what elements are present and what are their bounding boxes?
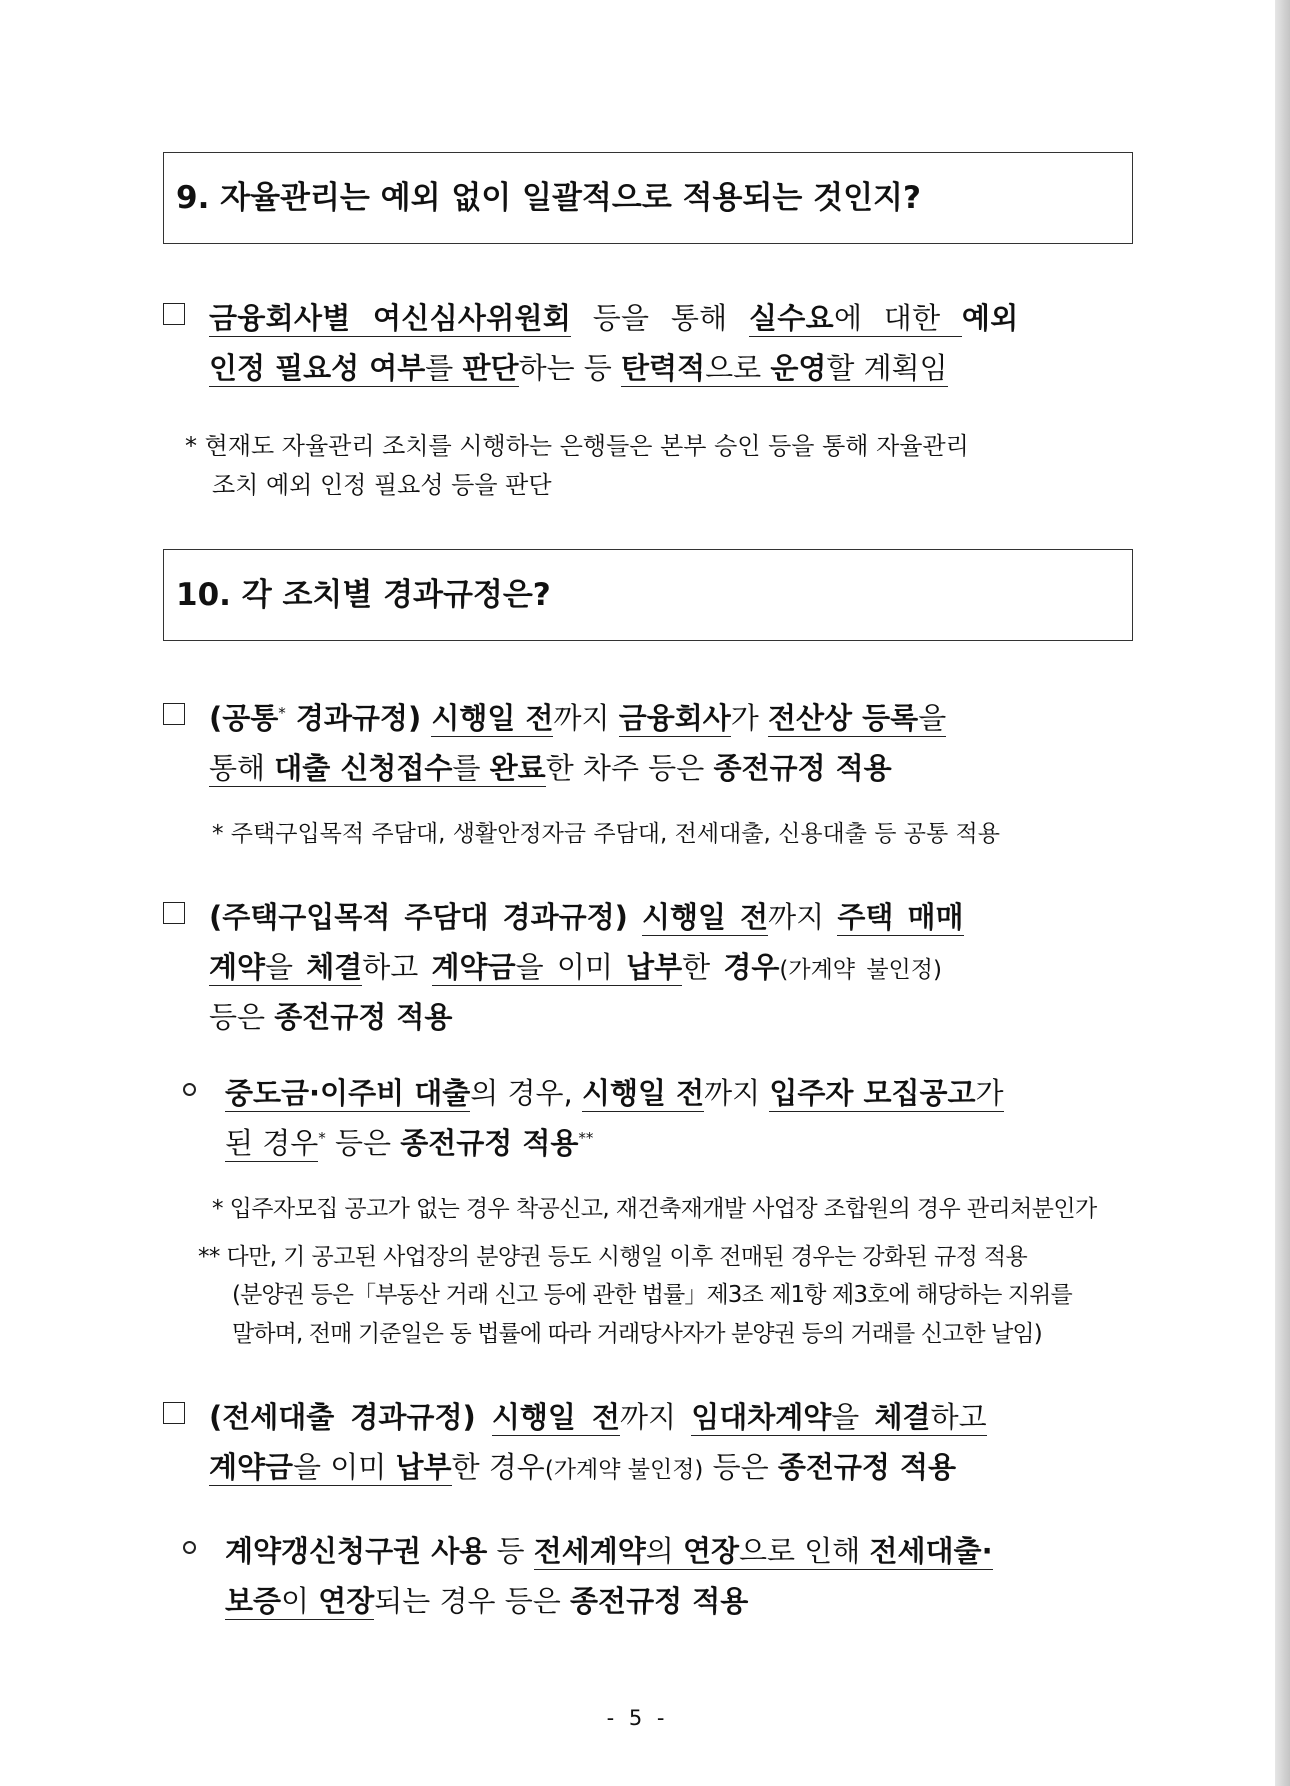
text-segment: 으로 인해	[739, 1534, 870, 1568]
bullet-circle-icon	[183, 1083, 196, 1096]
text-segment: 판단	[462, 351, 519, 385]
q10-housing-line-2	[209, 945, 942, 986]
q10-jeonse-line-2	[209, 1445, 956, 1486]
text-segment: 까지	[553, 701, 619, 735]
text-segment: 전세계약	[533, 1534, 646, 1568]
bullet-circle-icon	[183, 1541, 196, 1554]
text-segment: 금융회사	[618, 701, 731, 735]
text-segment: 에 대한	[833, 301, 962, 335]
text-segment: 계약	[209, 950, 266, 984]
page-number: - 5 -	[606, 1706, 669, 1730]
q10-midpay-note-2-line-2: (분양권 등은「부동산 거래 신고 등에 관한 법률」제3조 제1항 제3호에 해당하는 지위를	[232, 1282, 1072, 1308]
text-segment: 전산상 등록	[768, 701, 919, 735]
text-segment: 계약금	[431, 950, 516, 984]
text-segment: 등	[487, 1534, 534, 1568]
text-segment: 예외	[961, 301, 1019, 335]
footnote-marker: **	[578, 1129, 594, 1147]
text-segment: 한 경우	[451, 1450, 545, 1484]
text-segment: (가계약 불인정)	[544, 1457, 704, 1483]
text-segment: 종전규정 적용	[274, 1000, 453, 1034]
text-segment: 보증	[225, 1584, 282, 1618]
text-segment: 을	[265, 950, 307, 984]
text-segment: 종전규정 적용	[570, 1584, 749, 1618]
q10-midpay-note-2-line-1: ** 다만, 기 공고된 사업장의 분양권 등도 시행일 이후 전매된 경우는 강화된 규정 적용	[198, 1244, 1028, 1270]
text-segment: 를	[452, 751, 490, 785]
question-9-title: 9. 자율관리는 예외 없이 일괄적으로 적용되는 것인지?	[176, 180, 921, 216]
text-segment: 으로	[705, 351, 771, 385]
text-segment: 을	[831, 1400, 875, 1434]
q9-note-line-1: * 현재도 자율관리 조치를 시행하는 은행들은 본부 승인 등을 통해 자율관리	[185, 432, 969, 460]
text-segment: 체결	[874, 1400, 931, 1434]
q10-midpay-line-2	[225, 1121, 593, 1162]
text-segment: 등은	[209, 1000, 275, 1034]
text-segment: 등을 통해	[571, 301, 749, 335]
text-segment: 계약갱신청구권 사용	[225, 1534, 488, 1568]
footnote-marker: *	[318, 1129, 326, 1147]
text-segment: 운영	[770, 351, 827, 385]
text-segment: 하는 등	[518, 351, 622, 385]
text-segment: (전세대출 경과규정)	[209, 1400, 492, 1434]
text-segment: 종전규정 적용	[400, 1126, 579, 1160]
text-segment: 을 이미	[515, 950, 627, 984]
text-segment: 시행일 전	[581, 1076, 705, 1110]
text-segment: 까지	[768, 900, 838, 934]
q10-common-note: * 주택구입목적 주담대, 생활안정자금 주담대, 전세대출, 신용대출 등 공통 적용	[212, 821, 1000, 847]
text-segment: 등은	[703, 1450, 778, 1484]
text-segment: 주택 매매	[837, 900, 964, 934]
text-segment: 까지	[619, 1400, 692, 1434]
text-segment: 까지	[704, 1076, 770, 1110]
text-segment: 을 이미	[293, 1450, 396, 1484]
text-segment: 하고	[362, 950, 432, 984]
page-edge-shadow	[1275, 0, 1290, 1786]
text-segment: 계약금	[209, 1450, 294, 1484]
q10-renewal-line-2	[225, 1579, 748, 1620]
text-segment: 을	[918, 701, 947, 735]
text-segment: 납부	[626, 950, 683, 984]
text-segment: 하고	[930, 1400, 987, 1434]
text-segment: 전세대출·	[869, 1534, 993, 1568]
checkbox-square-icon	[163, 902, 185, 924]
text-segment: 실수요	[748, 301, 834, 335]
text-segment: 중도금·이주비 대출	[225, 1076, 471, 1110]
footnote-marker: *	[278, 704, 286, 722]
text-segment: 탄력적	[621, 351, 706, 385]
text-segment: 인정 필요성 여부	[209, 351, 426, 385]
text-segment: 가	[975, 1076, 1004, 1110]
text-segment: (공통	[209, 701, 279, 735]
text-segment: 임대차계약	[691, 1400, 832, 1434]
text-segment: 되는 경우 등은	[374, 1584, 571, 1618]
text-segment: 한	[682, 950, 724, 984]
checkbox-square-icon	[163, 1402, 185, 1424]
q9-answer-line-2	[209, 346, 948, 387]
text-segment: 납부	[395, 1450, 452, 1484]
question-9-box	[163, 152, 1133, 244]
q10-midpay-note-2-line-3: 말하며, 전매 기준일은 동 법률에 따라 거래당사자가 분양권 등의 거래를 신고한 날임)	[232, 1321, 1042, 1347]
text-segment: 시행일 전	[491, 1400, 620, 1434]
checkbox-square-icon	[163, 303, 185, 325]
text-segment: 이	[281, 1584, 319, 1618]
text-segment: 입주자 모집공고	[769, 1076, 976, 1110]
text-segment: 경우	[723, 950, 780, 984]
text-segment: 시행일 전	[641, 900, 769, 934]
text-segment: 금융회사별 여신심사위원회	[209, 301, 572, 335]
text-segment: 대출 신청접수	[274, 751, 453, 785]
text-segment: 가	[730, 701, 769, 735]
text-segment: 연장	[318, 1584, 375, 1618]
text-segment: 등은	[325, 1126, 401, 1160]
question-10-box	[163, 549, 1133, 641]
text-segment: 경과규정)	[285, 701, 432, 735]
text-segment: (가계약 불인정)	[779, 957, 942, 983]
text-segment: 한 차주 등은	[545, 751, 714, 785]
text-segment: 를	[425, 351, 463, 385]
text-segment: 연장	[682, 1534, 740, 1568]
text-segment: 완료	[489, 751, 546, 785]
text-segment: 된 경우	[225, 1126, 319, 1160]
text-segment: 할 계획임	[826, 351, 948, 385]
text-segment: 체결	[306, 950, 363, 984]
text-segment: 종전규정 적용	[713, 751, 892, 785]
q10-common-line-2	[209, 746, 892, 787]
text-segment: 종전규정 적용	[777, 1450, 957, 1484]
question-10-title: 10. 각 조치별 경과규정은?	[176, 577, 551, 613]
text-segment: 의 경우,	[470, 1076, 582, 1110]
text-segment: 의	[645, 1534, 683, 1568]
text-segment: 통해	[209, 751, 275, 785]
q10-midpay-note-1: * 입주자모집 공고가 없는 경우 착공신고, 재건축재개발 사업장 조합원의 경우 관리처분인가	[212, 1196, 1097, 1222]
q10-housing-line-3	[209, 995, 452, 1036]
q9-note-line-2: 조치 예외 인정 필요성 등을 판단	[212, 471, 552, 499]
text-segment: (주택구입목적 주담대 경과규정)	[209, 900, 642, 934]
text-segment: 시행일 전	[431, 701, 554, 735]
checkbox-square-icon	[163, 703, 185, 725]
